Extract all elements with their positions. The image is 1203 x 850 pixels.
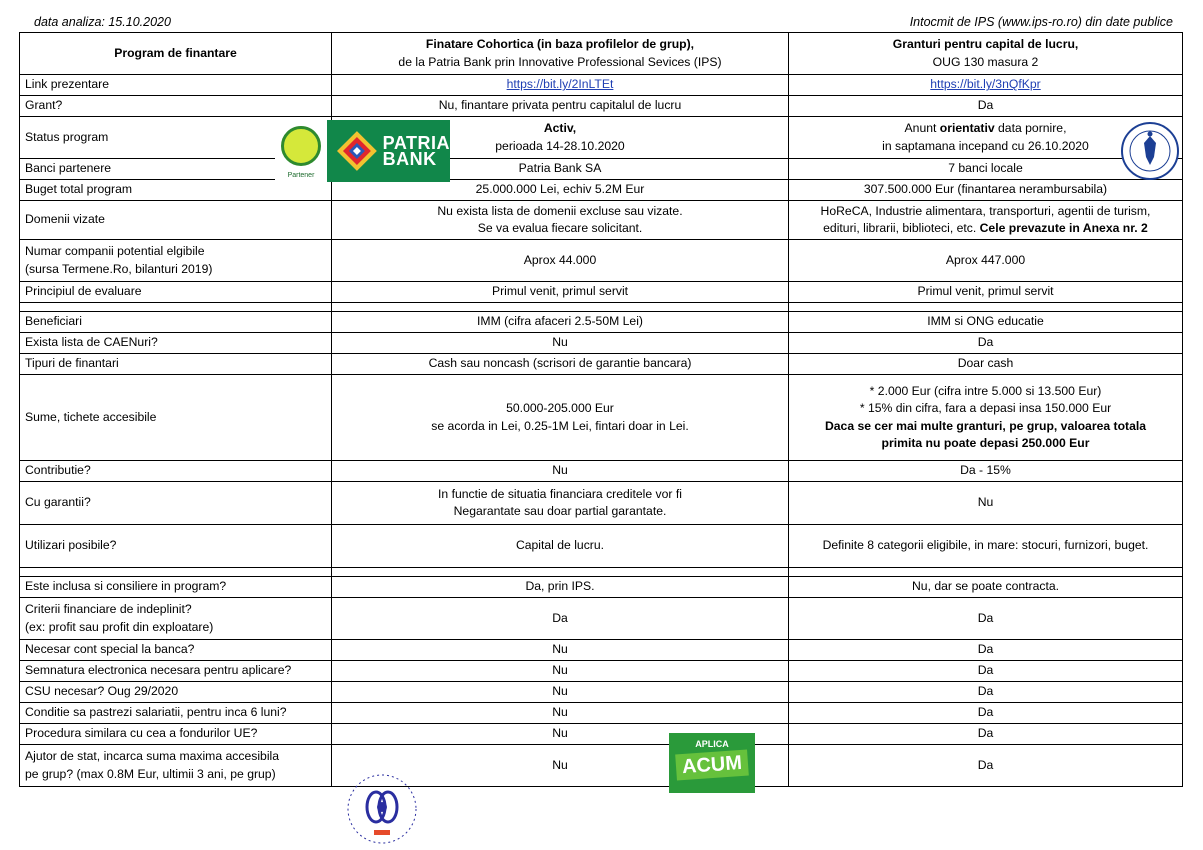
aplica-label: APLICA <box>695 739 729 749</box>
table-row <box>20 640 1183 661</box>
row-label: Status program <box>20 117 332 159</box>
cell-oug: Nu <box>789 482 1183 525</box>
cell-patria: Nu exista lista de domenii excluse sau vizate. Se va evalua fiecare solicitant. <box>332 201 789 240</box>
table-row <box>20 482 1183 525</box>
row-label: Conditie sa pastrezi salariatii, pentru inca 6 luni? <box>20 703 332 724</box>
row-label: Criterii financiare de indeplinit? (ex: profit sau profit din exploatare) <box>20 598 332 640</box>
cell-patria: Nu <box>332 745 789 787</box>
table-row <box>20 598 1183 640</box>
cell-oug: Doar cash <box>789 354 1183 375</box>
cell-oug: Da <box>789 682 1183 703</box>
row-label: Tipuri de finantari <box>20 354 332 375</box>
row-label: Grant? <box>20 96 332 117</box>
separator-row <box>20 568 1183 577</box>
row-label: Principiul de evaluare <box>20 282 332 303</box>
cell-patria: Nu <box>332 703 789 724</box>
row-label: Exista lista de CAENuri? <box>20 333 332 354</box>
table-row <box>20 96 1183 117</box>
table-row <box>20 577 1183 598</box>
row-label: Link prezentare <box>20 75 332 96</box>
row-label: Buget total program <box>20 180 332 201</box>
table-row <box>20 201 1183 240</box>
cell-oug: Da <box>789 745 1183 787</box>
aplica-acum-badge[interactable] <box>669 733 755 793</box>
cell-patria: 50.000-205.000 Eur se acorda in Lei, 0.25-1M Lei, fintari doar in Lei. <box>332 375 789 461</box>
row-label: Ajutor de stat, incarca suma maxima accesibila pe grup? (max 0.8M Eur, ultimii 3 ani, pe grup) <box>20 745 332 787</box>
cell-patria: Nu <box>332 724 789 745</box>
cell-patria: Nu <box>332 461 789 482</box>
cell-oug: Da <box>789 724 1183 745</box>
patria-bank-logo <box>275 120 450 182</box>
guvernul-romaniei-seal-icon <box>1120 121 1180 181</box>
table-row <box>20 703 1183 724</box>
cell-oug: Da <box>789 333 1183 354</box>
row-label: Utilizari posibile? <box>20 525 332 568</box>
table-header-row <box>20 33 1183 75</box>
cell-oug: Aprox 447.000 <box>789 240 1183 282</box>
cell-patria: Da <box>332 598 789 640</box>
row-label: Procedura similara cu cea a fondurilor UE? <box>20 724 332 745</box>
table-row <box>20 375 1183 461</box>
cell-oug: Da <box>789 598 1183 640</box>
table-row <box>20 159 1183 180</box>
cell-oug: HoReCA, Industrie alimentara, transporturi, agentii de turism, edituri, librarii, biblioteci, etc. Cele prevazute in Anexa nr. 2 <box>789 201 1183 240</box>
analysis-date: data analiza: 15.10.2020 <box>34 15 171 29</box>
cell-patria: Activ, perioada 14-28.10.2020 <box>332 117 789 159</box>
row-label: Cu garantii? <box>20 482 332 525</box>
table-row <box>20 75 1183 96</box>
table-row <box>20 745 1183 787</box>
cell-oug: Primul venit, primul servit <box>789 282 1183 303</box>
table-row <box>20 312 1183 333</box>
header-program: Program de finantare <box>20 33 332 75</box>
cell-patria: Nu <box>332 682 789 703</box>
table-row <box>20 354 1183 375</box>
patria-bank-wordmark: PATRIA BANK <box>382 133 450 169</box>
cell-patria: IMM (cifra afaceri 2.5-50M Lei) <box>332 312 789 333</box>
table-row <box>20 282 1183 303</box>
table-row <box>20 180 1183 201</box>
cell-oug: Anunt orientativ data pornire, in saptamana incepand cu 26.10.2020 <box>789 117 1183 159</box>
separator-row <box>20 303 1183 312</box>
cell-patria: Capital de lucru. <box>332 525 789 568</box>
cell-oug: Da - 15% <box>789 461 1183 482</box>
cell-patria: Cash sau noncash (scrisori de garantie bancara) <box>332 354 789 375</box>
row-label: Semnatura electronica necesara pentru aplicare? <box>20 661 332 682</box>
table-row <box>20 240 1183 282</box>
cell-oug: Da <box>789 96 1183 117</box>
cell-oug: IMM si ONG educatie <box>789 312 1183 333</box>
cell-patria: Aprox 44.000 <box>332 240 789 282</box>
cell-patria: In functie de situatia financiara creditele vor fi Negarantate sau doar partial garantate. <box>332 482 789 525</box>
row-label: Necesar cont special la banca? <box>20 640 332 661</box>
row-label: CSU necesar? Oug 29/2020 <box>20 682 332 703</box>
cell-oug: Nu, dar se poate contracta. <box>789 577 1183 598</box>
table-row <box>20 724 1183 745</box>
acum-label: ACUM <box>675 750 749 781</box>
row-label: Numar companii potential elgibile (sursa Termene.Ro, bilanturi 2019) <box>20 240 332 282</box>
cell-patria: Da, prin IPS. <box>332 577 789 598</box>
cell-oug: 307.500.000 Eur (finantarea nerambursabila) <box>789 180 1183 201</box>
table-row <box>20 117 1183 159</box>
patria-mark-icon <box>335 129 379 173</box>
source-note: Intocmit de IPS (www.ips-ro.ro) din date publice <box>909 15 1173 29</box>
table-row <box>20 661 1183 682</box>
header-oug: Granturi pentru capital de lucru, OUG 130 masura 2 <box>789 33 1183 75</box>
row-label: Banci partenere <box>20 159 332 180</box>
row-label: Este inclusa si consiliere in program? <box>20 577 332 598</box>
cell-oug: 7 banci locale <box>789 159 1183 180</box>
row-label: Beneficiari <box>20 312 332 333</box>
cell-patria: Nu, finantare privata pentru capitalul de lucru <box>332 96 789 117</box>
cell-oug: Da <box>789 640 1183 661</box>
cell-oug: Da <box>789 703 1183 724</box>
header-patria: Finatare Cohortica (in baza profilelor de grup), de la Patria Bank prin Innovative Professional Sevices (IPS) <box>332 33 789 75</box>
table-row <box>20 682 1183 703</box>
cell-patria: Primul venit, primul servit <box>332 282 789 303</box>
cell-oug: Definite 8 categorii eligibile, in mare: stocuri, furnizori, buget. <box>789 525 1183 568</box>
cell-oug: * 2.000 Eur (cifra intre 5.000 si 13.500 Eur) * 15% din cifra, fara a depasi insa 150.000 Eur Daca se cer mai multe granturi, pe grup, valoarea totala primita nu poate depasi 250.000 Eur <box>789 375 1183 461</box>
table-row <box>20 461 1183 482</box>
cell-patria: Nu <box>332 333 789 354</box>
cell-patria: 25.000.000 Lei, echiv 5.2M Eur <box>332 180 789 201</box>
top-line <box>34 15 1173 31</box>
cell-oug: Da <box>789 661 1183 682</box>
ips-logo-icon <box>340 770 424 848</box>
row-label: Contributie? <box>20 461 332 482</box>
table-row <box>20 333 1183 354</box>
table-row <box>20 525 1183 568</box>
link-oug[interactable]: https://bit.ly/3nQfKpr <box>930 77 1041 92</box>
row-label: Domenii vizate <box>20 201 332 240</box>
cell-patria: Nu <box>332 640 789 661</box>
comparison-table <box>19 32 1183 787</box>
ips-partner-seal: Partener <box>275 120 327 182</box>
link-patria[interactable]: https://bit.ly/2InLTEt <box>506 77 614 92</box>
cell-patria: Patria Bank SA <box>332 159 789 180</box>
row-label: Sume, tichete accesibile <box>20 375 332 461</box>
cell-patria: Nu <box>332 661 789 682</box>
